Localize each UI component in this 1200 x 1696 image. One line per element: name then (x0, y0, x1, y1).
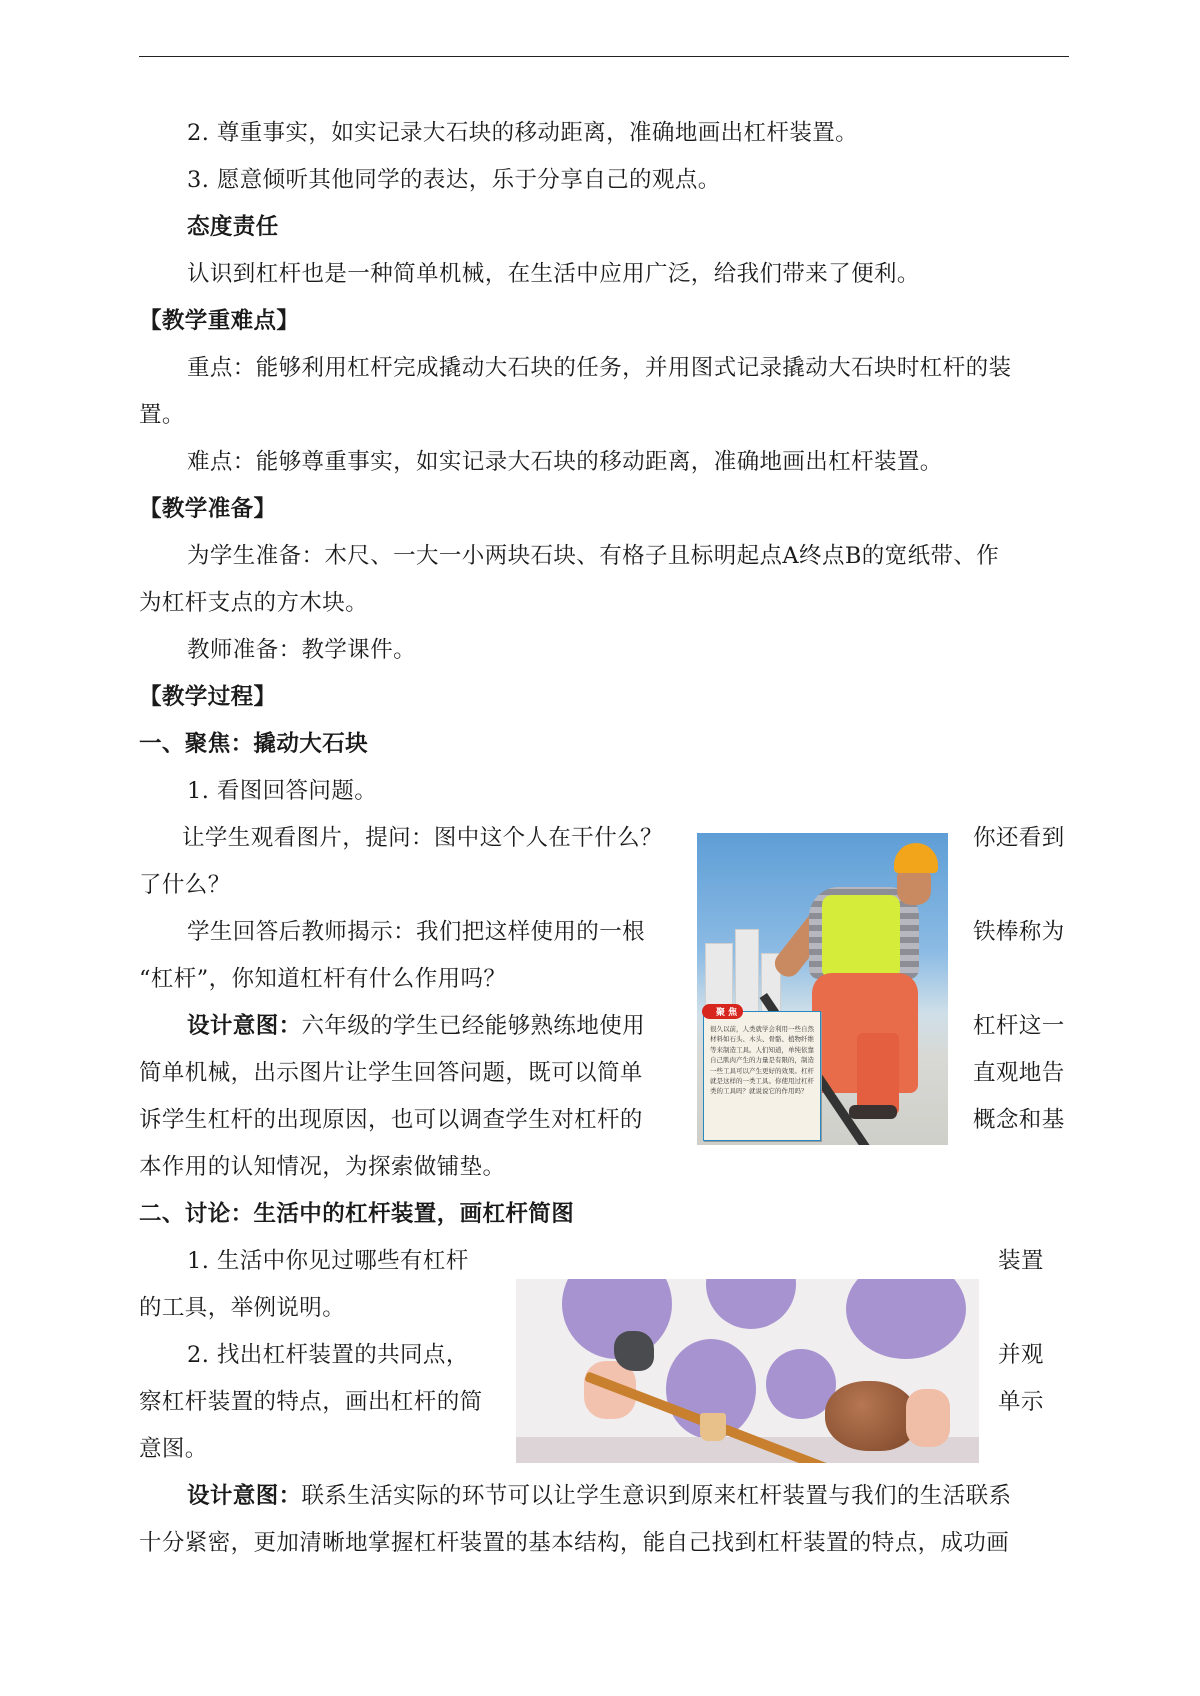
heading-key-points: 【教学重难点】 (139, 308, 300, 334)
heading-process: 【教学过程】 (139, 684, 277, 710)
student-prep-line-1: 为学生准备：木尺、一大一小两块石块、有格子且标明起点A终点B的宽纸带、作 (187, 543, 1000, 569)
design-intent-1-line-3-end: 概念和基 (973, 1107, 1065, 1133)
discussion-1-line-1-end: 装置 (998, 1248, 1044, 1274)
teacher-prep: 教师准备：教学课件。 (187, 637, 417, 663)
key-point-line-1: 重点：能够利用杠杆完成撬动大石块的任务，并用图式记录撬动大石块时杠杆的装 (187, 355, 1012, 381)
reveal-line-2: “杠杆”，你知道杠杆有什么作用吗？ (139, 966, 507, 992)
question-line-1-end: 你还看到 (973, 825, 1065, 851)
design-intent-1-line-1-end: 杠杆这一 (973, 1013, 1065, 1039)
discussion-2-line-1: 2. 找出杠杆装置的共同点， (187, 1342, 469, 1368)
focus-text: 很久以前，人类就学会利用一些自然材料如石头、木头、骨骼、植物纤维等来制造工具。人们知道，单纯依靠自己肌肉产生的力量是有限的，制造一些工具可以产生更好的效果。杠杆就是这样的一类工具。你使用过杠杆类的工具吗？就说说它的作用吗？ (710, 1025, 814, 1096)
discussion-2-line-1-end: 并观 (998, 1342, 1044, 1368)
key-point-line-2: 置。 (139, 402, 185, 428)
focus-tag: 聚 焦 (702, 1004, 743, 1019)
design-intent-1-line-1: 设计意图：六年级的学生已经能够熟练地使用 (187, 1013, 646, 1039)
focus-callout (703, 1008, 821, 1141)
attitude-text: 认识到杠杆也是一种简单机械，在生活中应用广泛，给我们带来了便利。 (187, 261, 920, 287)
subheading-attitude: 态度责任 (187, 214, 279, 240)
design-intent-2-line-2: 十分紧密，更加清晰地掌握杠杆装置的基本结构，能自己找到杠杆装置的特点，成功画 (139, 1530, 1010, 1556)
header-rule (139, 56, 1069, 57)
discussion-2-line-2-end: 单示 (998, 1389, 1044, 1415)
question-line-1: 让学生观看图片，提问：图中这个人在干什么？ (182, 825, 663, 851)
student-prep-line-2: 为杠杆支点的方木块。 (139, 590, 369, 616)
discussion-1-line-2: 的工具，举例说明。 (139, 1295, 346, 1321)
discussion-2-line-2: 察杠杆装置的特点，画出杠杆的简 (139, 1389, 483, 1415)
objective-2: 2. 尊重事实，如实记录大石块的移动距离，准确地画出杠杆装置。 (187, 120, 859, 146)
difficulty-text: 难点：能够尊重事实，如实记录大石块的移动距离，准确地画出杠杆装置。 (187, 449, 943, 475)
design-intent-1-line-3: 诉学生杠杆的出现原因，也可以调查学生对杠杆的 (139, 1107, 643, 1133)
question-line-2: 了什么？ (139, 872, 231, 898)
objective-3: 3. 愿意倾听其他同学的表达，乐于分享自己的观点。 (187, 167, 721, 193)
reveal-line-1-end: 铁棒称为 (973, 919, 1065, 945)
section-2-title: 二、讨论：生活中的杠杆装置，画杠杆简图 (139, 1201, 575, 1227)
discussion-2-line-3: 意图。 (139, 1436, 208, 1462)
design-intent-1-line-2: 简单机械，出示图片让学生回答问题，既可以简单 (139, 1060, 643, 1086)
lever-experiment-photo (516, 1279, 979, 1463)
design-intent-label: 设计意图： (187, 1013, 302, 1039)
design-intent-2-line-1: 设计意图：联系生活实际的环节可以让学生意识到原来杠杆装置与我们的生活联系 (187, 1483, 1012, 1509)
design-intent-1-line-4: 本作用的认知情况，为探索做铺垫。 (139, 1154, 506, 1180)
design-intent-1-line-2-end: 直观地告 (973, 1060, 1065, 1086)
discussion-1-line-1: 1. 生活中你见过哪些有杠杆 (187, 1248, 469, 1274)
worker-lever-photo (697, 833, 948, 1145)
design-intent-label: 设计意图： (187, 1483, 302, 1509)
step-1: 1. 看图回答问题。 (187, 778, 378, 804)
heading-preparation: 【教学准备】 (139, 496, 277, 522)
section-1-title: 一、聚焦：撬动大石块 (139, 731, 369, 757)
reveal-line-1: 学生回答后教师揭示：我们把这样使用的一根 (187, 919, 646, 945)
